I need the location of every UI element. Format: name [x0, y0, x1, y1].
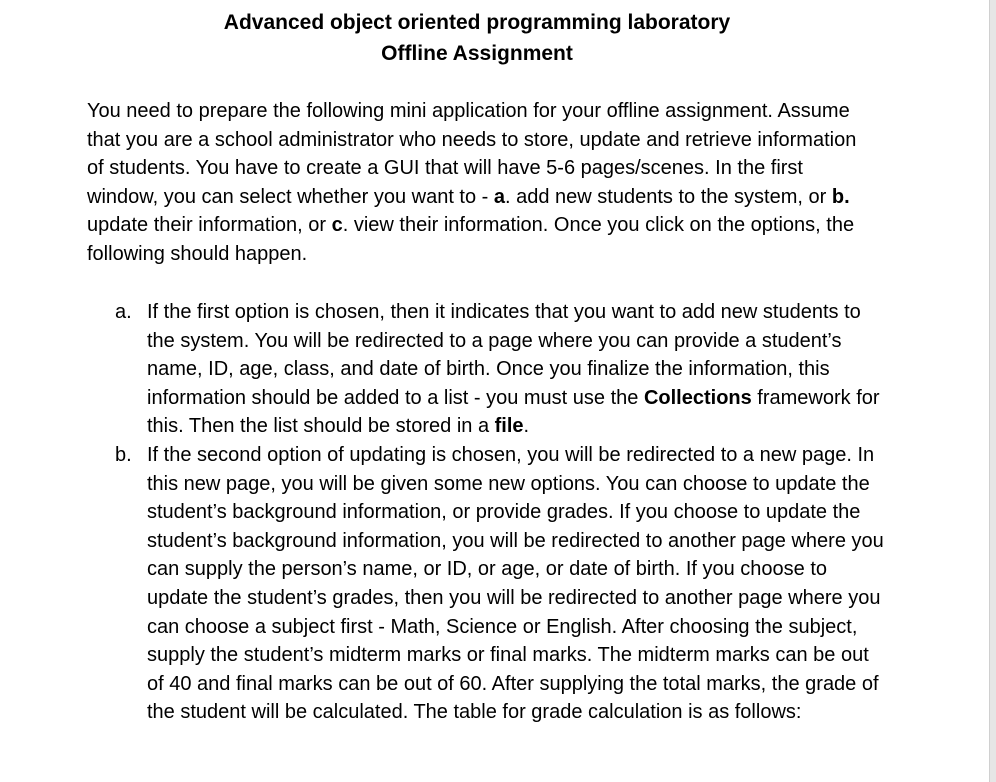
option-a-text: If the first option is chosen, then it indicates that you want to add new students to the system. You will be redirected to a page where you can provide a student’s name, ID, age, class, and date of birth. Once you finalize the information, this information should be added to a list - you must use the Collections framework for this. Then the list should be stored in a file. — [147, 301, 880, 438]
file-term: file — [494, 415, 524, 438]
document-title — [0, 7, 954, 69]
list-marker: b. — [115, 443, 132, 466]
intro-paragraph — [87, 97, 877, 269]
title-line-2: Offline Assignment — [381, 42, 573, 65]
intro-text-4: . view their information. Once you click on the options, the following should happen. — [87, 214, 855, 265]
options-list — [87, 298, 887, 727]
intro-text-1: You need to prepare the following mini application for your offline assignment. Assume that you are a school administrator who needs to store, update and retrieve information of students. You have to create a GUI that will have 5-6 pages/scenes. In the first window, you can select whether you want to - — [87, 100, 857, 208]
intro-text-3: update their information, or — [87, 214, 332, 237]
intro-text-2: . add new students to the system, or — [505, 185, 832, 208]
option-b-text: If the second option of updating is chosen, you will be redirected to a new page. In this new page, you will be given some new options. You can choose to update the student’s background information, or provide grades. If you choose to update the student’s background information, you will be redirected to another page where you can supply the person’s name, or ID, or age, or date of birth. If you choose to update the student’s grades, then you will be redirected to another page where you can choose a subject first - Math, Science or English. After choosing the subject, supply the student’s midterm marks or final marks. The midterm marks can be out of 40 and final marks can be out of 60. After supplying the total marks, the grade of the student will be calculated. The table for grade calculation is as follows: — [147, 443, 884, 724]
list-item-option-b — [87, 441, 887, 727]
title-line-1: Advanced object oriented programming laboratory — [223, 11, 731, 34]
list-marker: a. — [115, 301, 132, 323]
collections-term: Collections — [643, 386, 752, 409]
intro-option-a: a — [493, 185, 506, 208]
list-item-option-a — [87, 298, 887, 441]
page-edge — [989, 0, 996, 782]
intro-option-c: c — [331, 214, 343, 237]
intro-option-b: b. — [831, 185, 850, 208]
